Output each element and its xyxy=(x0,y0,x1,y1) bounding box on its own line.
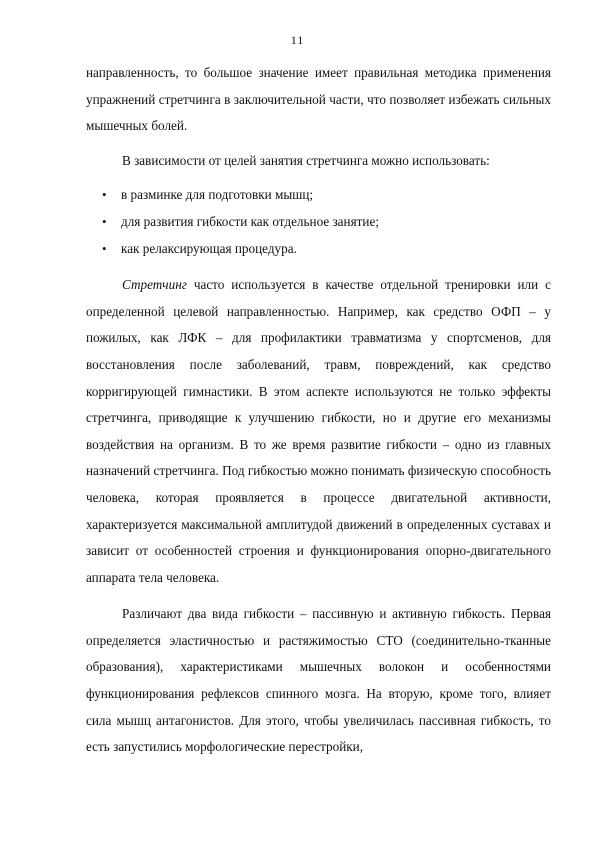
page-number: 11 xyxy=(290,33,305,47)
list-item xyxy=(86,182,551,209)
paragraph-3-text: часто используется в качестве отдельной тренировки или с определенной целевой направленностью. Например, как средство ОФП – у пожилых, как ЛФК – для профилактики травматизма у спортсменов, для восстановления после заболеваний, травм, повреждений, как средство корригирующей гимнастики. В этом аспекте используются не только эффекты стретчинга, приводящие к улучшению гибкости, но и другие его механизмы воздействия на организм. В то же время развитие гибкости – одно из главных назначений стретчинга. Под гибкостью можно понимать физическую способность человека, которая проявляется в процессе двигательной активности, характеризуется максимальной амплитудой движений в определенных суставах и зависит от особенностей строения и функционирования опорно-двигательного аппарата тела человека. xyxy=(86,277,551,585)
paragraph-2: В зависимости от целей занятия стретчинга можно использовать: xyxy=(122,152,490,168)
paragraph-4: Различают два вида гибкости – пассивную и активную гибкость. Первая определяется эластичностью и растяжимостью СТО (соединительно-тканные образования), характеристиками мышечных волокон и особенностями функционирования рефлексов спинного мозга. На вторую, кроме того, влияет сила мышц антагонистов. Для этого, чтобы увеличилась пассивная гибкость, то есть запустились морфологические перестройки, xyxy=(86,606,551,755)
bullet-icon: • xyxy=(102,187,107,203)
list-item xyxy=(86,236,551,263)
paragraph-1: направленность, то большое значение имеет правильная методика применения упражнений стретчинга в заключительной части, что позволяет избежать сильных мышечных болей. xyxy=(86,65,551,134)
bullet-icon: • xyxy=(102,213,107,229)
bullet-icon: • xyxy=(102,240,107,256)
list-item-text: для развития гибкости как отдельное занятие; xyxy=(121,213,379,229)
list-item-text: в разминке для подготовки мышц; xyxy=(121,187,314,203)
list-item-text: как релаксирующая процедура. xyxy=(121,240,297,256)
list-item xyxy=(86,209,551,236)
document-body xyxy=(86,60,551,761)
paragraph-3 xyxy=(86,272,551,591)
bullet-list xyxy=(86,182,551,262)
term-stretching: Стретчинг xyxy=(122,277,187,293)
